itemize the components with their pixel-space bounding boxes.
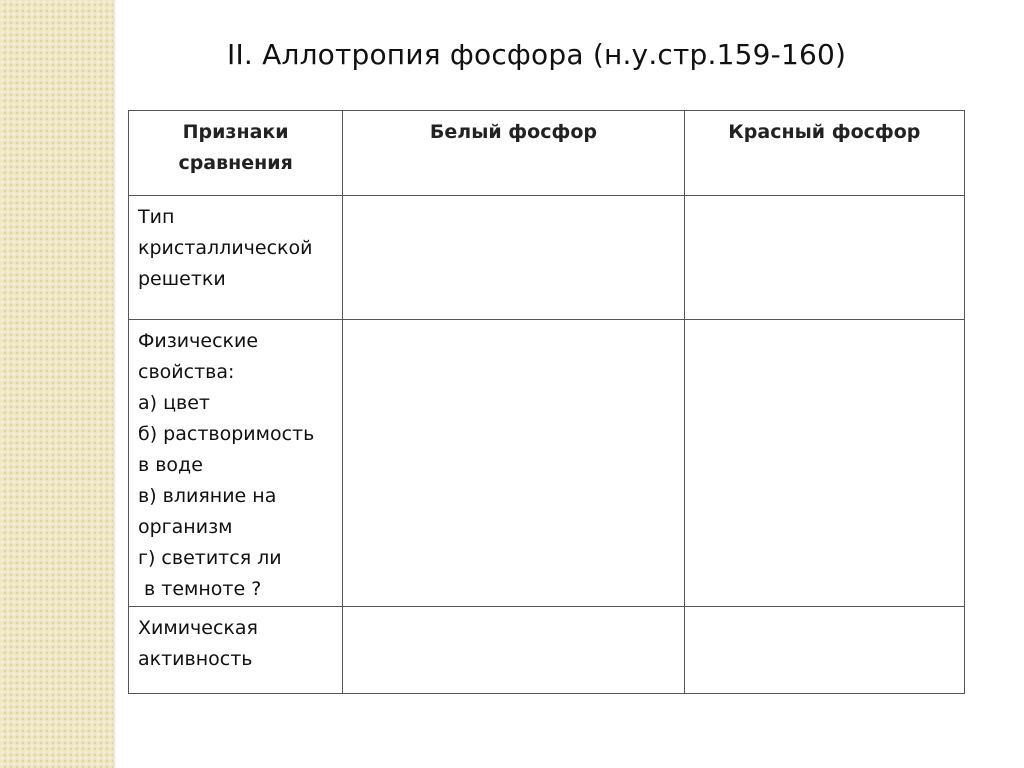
decorative-side-strip (0, 0, 113, 768)
cell-red-physical-properties[interactable] (684, 320, 964, 607)
cell-white-chemical-activity[interactable] (343, 607, 684, 694)
table-row-physical-properties (129, 320, 965, 607)
slide-title: II. Аллотропия фосфора (н.у.стр.159-160) (227, 38, 847, 71)
cell-red-chemical-activity[interactable] (684, 607, 964, 694)
header-red-phosphorus: Красный фосфор (684, 111, 964, 196)
comparison-table (128, 110, 965, 694)
header-comparison-criteria: Признаки сравнения (129, 111, 343, 196)
cell-white-physical-properties[interactable] (343, 320, 684, 607)
header-white-phosphorus: Белый фосфор (343, 111, 684, 196)
table-header-row (129, 111, 965, 196)
table-row-crystal-lattice (129, 196, 965, 320)
table-row-chemical-activity (129, 607, 965, 694)
row-label-chemical-activity: Химическая активность (129, 607, 343, 694)
side-strip-shadow (113, 0, 116, 768)
row-label-crystal-lattice: Тип кристаллической решетки (129, 196, 343, 320)
row-label-physical-properties: Физические свойства: а) цвет б) растворимость в воде в) влияние на организм г) светится ли в темноте ? (129, 320, 343, 607)
cell-red-crystal-lattice[interactable] (684, 196, 964, 320)
cell-white-crystal-lattice[interactable] (343, 196, 684, 320)
